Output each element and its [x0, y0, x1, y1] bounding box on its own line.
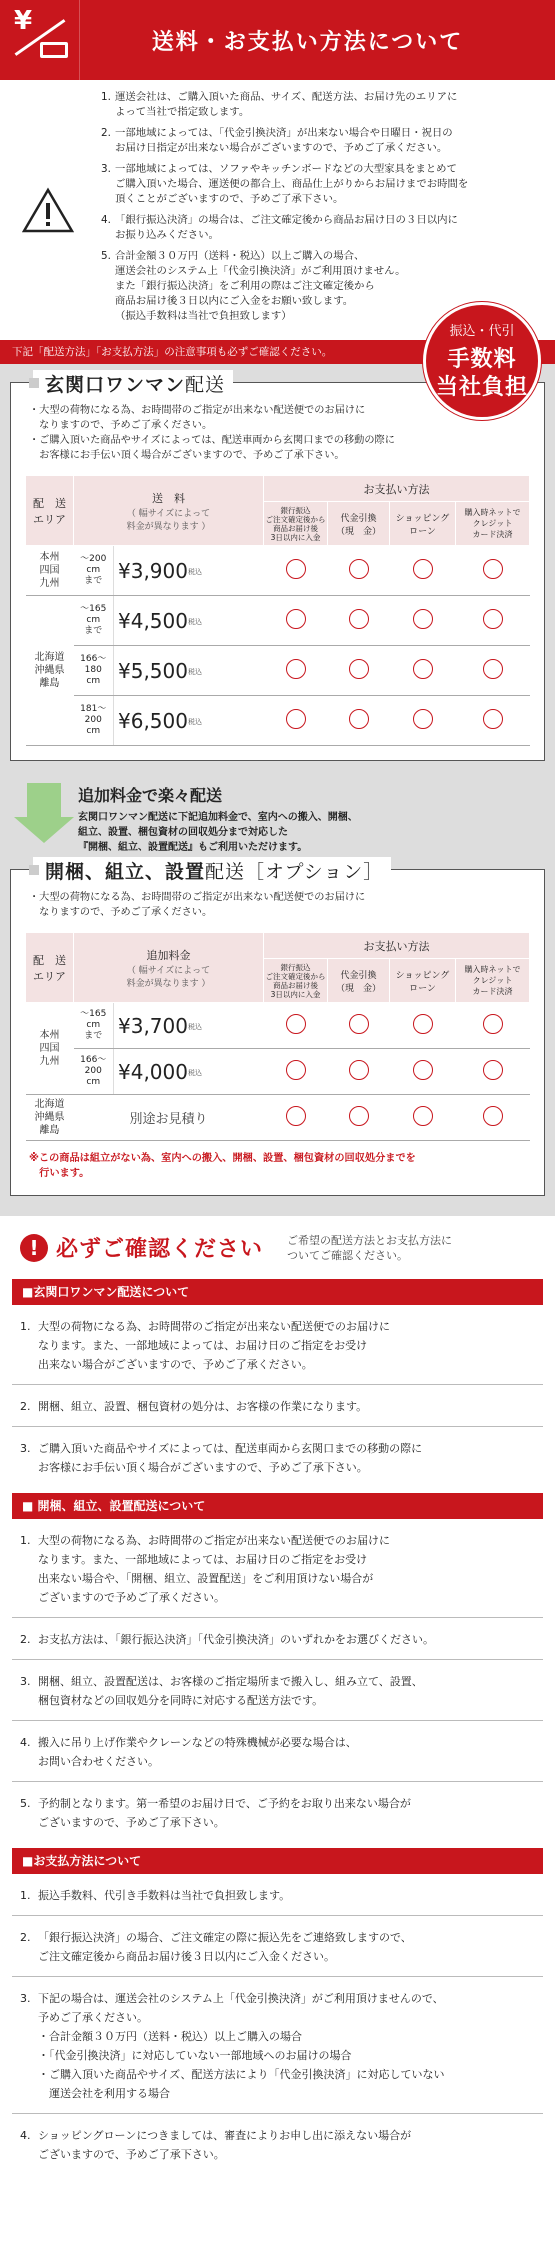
th-price-sub: （ 幅サイズによって 料金が異なります ）	[126, 508, 211, 532]
note-text: 合計金額３０万円（送料・税込）以上ご購入の場合、 運送会社のシステム上「代金引換決済」がご利用頂けません。 また「銀行振込決済」をご利用の際はご注文確定後から 商品お届け後３日以内にご入金をお願い致します。 （振込手数料は当社で負担致します）	[115, 250, 406, 322]
notice-text: 下記「配送方法」「お支払方法」の注意事項も必ずご確認ください。	[12, 346, 333, 358]
note-number: 4.	[101, 214, 111, 226]
table-row	[26, 546, 530, 596]
yen-symbol: ¥	[14, 6, 33, 36]
circle-icon	[286, 609, 306, 629]
section-heading: ■お支払方法について	[12, 1848, 543, 1874]
th-card: 購入時ネットで クレジット カード決済	[456, 959, 530, 1003]
item-text: 予約制となります。第一希望のお届け日で、ご予約をお取り出来ない場合が ございますので、予めご了承下さい。	[38, 1797, 411, 1829]
addon-title-a: 追加料金	[78, 786, 143, 805]
title-square	[29, 378, 39, 388]
th-price-label: 追加料金	[146, 948, 191, 962]
note-text: 「銀行振込決済」の場合は、ご注文確定後から商品お届け日の３日以内に お振り込みください。	[115, 214, 458, 241]
top-notes	[0, 80, 555, 338]
shipping-options	[0, 364, 555, 1216]
section-heading: ■ 開梱、組立、設置配送について	[12, 1493, 543, 1519]
th-loan: ショッピング ローン	[390, 959, 456, 1003]
th-price-sub: （ 幅サイズによって 料金が異なります ）	[126, 965, 211, 989]
exclamation-icon: !	[20, 1234, 48, 1262]
panel-oneman	[10, 374, 545, 761]
list-item	[101, 213, 539, 243]
item-text: 下記の場合は、運送会社のシステム上「代金引換決済」がご利用頂けませんので、 予めご了承ください。 ・合計金額３０万円（送料・税込）以上ご購入の場合 ・「代金引換決済」に対応していない一部地域へのお届けの場合 ・ご購入頂いた商品やサイズ、配送方法により「代金引換決済」に対応していない 運送会社を利用する場合	[38, 1992, 445, 2100]
circle-icon	[286, 559, 306, 579]
th-cod: 代金引換 （現 金）	[328, 502, 390, 546]
list-item	[12, 1519, 543, 1618]
title-square	[29, 865, 39, 875]
cell-size: ～165 cm まで	[74, 596, 114, 646]
item-number: 3.	[20, 1675, 31, 1688]
th-price	[74, 933, 264, 1003]
confirm-subtitle: ご希望の配送方法とお支払方法に ついてご確認ください。	[287, 1233, 453, 1262]
cell-bank	[264, 1049, 328, 1095]
cell-loan	[390, 646, 456, 696]
price-value: ¥4,500	[118, 608, 188, 633]
tax-label: 税込	[187, 618, 202, 626]
price-value: ¥3,700	[118, 1013, 188, 1038]
circle-icon	[349, 1106, 369, 1126]
circle-icon	[483, 609, 503, 629]
cell-area: 北海道 沖縄県 離島	[26, 1095, 74, 1141]
cell-loan	[390, 546, 456, 596]
section-oneman	[12, 1279, 543, 1487]
cell-area: 本州 四国 九州	[26, 1003, 74, 1095]
cell-card	[456, 1049, 530, 1095]
item-number: 4.	[20, 1736, 31, 1749]
cell-cod	[328, 1095, 390, 1141]
cell-bank	[264, 1003, 328, 1049]
circle-icon	[413, 559, 433, 579]
truck-icon	[40, 42, 68, 58]
th-bank: 銀行振込 ご注文確定後から 商品お届け後 3日以内に入金	[264, 959, 328, 1003]
table-row	[26, 1049, 530, 1095]
item-text: お支払方法は、「銀行振込決済」「代金引換決済」のいずれかをお選びください。	[38, 1633, 434, 1646]
table-row	[26, 596, 530, 646]
circle-icon	[349, 609, 369, 629]
section-heading: ■玄関口ワンマン配送について	[12, 1279, 543, 1305]
th-pay: お支払い方法	[264, 476, 530, 502]
cell-cod	[328, 646, 390, 696]
list-item	[12, 1977, 543, 2114]
circle-icon	[483, 1014, 503, 1034]
note-number: 3.	[101, 163, 111, 175]
cell-bank	[264, 646, 328, 696]
rate-table	[25, 932, 530, 1141]
addon-title-b: で楽々配送	[142, 786, 223, 805]
cell-size: 181～ 200 cm	[74, 696, 114, 746]
table-row	[26, 1095, 530, 1141]
item-number: 4.	[20, 2129, 31, 2142]
cell-card	[456, 1003, 530, 1049]
cell-size: ～200 cm まで	[74, 546, 114, 596]
panel-assembly	[10, 861, 545, 1196]
note-text: 一部地域によっては、ソファやキッチンボードなどの大型家具をまとめて ご購入頂いた場合、運送便の都合上、商品仕上がりからお届けまでお時間を 頂くことがございますので、予めご了承下さい。	[115, 163, 469, 205]
cell-loan	[390, 1095, 456, 1141]
cell-card	[456, 1095, 530, 1141]
circle-icon	[483, 1106, 503, 1126]
item-number: 2.	[20, 1633, 31, 1646]
cell-cod	[328, 1049, 390, 1095]
cell-area: 本州 四国 九州	[26, 546, 74, 596]
cell-bank	[264, 696, 328, 746]
note-text: 一部地域によっては、「代金引換決済」が出来ない場合や日曜日・祝日の お届け日指定が出来ない場合がございますので、予めご了承ください。	[115, 127, 453, 154]
circle-icon	[483, 559, 503, 579]
list-item	[101, 126, 539, 156]
circle-icon	[413, 709, 433, 729]
badge-line1: 振込・代引	[449, 324, 515, 339]
confirm-header	[0, 1216, 555, 1273]
cell-card	[456, 696, 530, 746]
circle-icon	[413, 1014, 433, 1034]
circle-icon	[483, 709, 503, 729]
tax-label: 税込	[187, 568, 202, 576]
addon-text: 玄関口ワンマン配送に下記追加料金で、室内への搬入、開梱、 組立、設置、梱包資材の回収処分まで対応した 『開梱、組立、設置配送』もご利用いただけます。	[78, 812, 358, 853]
th-area: 配 送 エリア	[26, 933, 74, 1003]
section-payment	[12, 1848, 543, 2174]
item-number: 1.	[20, 1889, 31, 1902]
cell-cod	[328, 696, 390, 746]
tax-label: 税込	[187, 1069, 202, 1077]
circle-icon	[286, 709, 306, 729]
th-pay: お支払い方法	[264, 933, 530, 959]
addon-text-block	[78, 783, 358, 855]
item-text: 大型の荷物になる為、お時間帯のご指定が出来ない配送便でのお届けに なります。また、一部地域によっては、お届け日のご指定をお受け 出来ない場合や、「開梱、組立、設置配送」をご利用頂けない場合が ございますので予めご了承ください。	[38, 1534, 390, 1604]
cell-bank	[264, 1095, 328, 1141]
addon-section	[10, 783, 545, 855]
circle-icon	[349, 1014, 369, 1034]
cell-cod	[328, 1003, 390, 1049]
item-number: 5.	[20, 1797, 31, 1810]
note-number: 1.	[101, 91, 111, 103]
circle-icon	[413, 609, 433, 629]
item-number: 1.	[20, 1320, 31, 1333]
cell-size: ～165 cm まで	[74, 1003, 114, 1049]
circle-icon	[413, 1106, 433, 1126]
cell-bank	[264, 596, 328, 646]
cell-cod	[328, 596, 390, 646]
circle-icon	[286, 1014, 306, 1034]
confirm-title: 必ずご確認ください	[56, 1237, 264, 1262]
panel-title-main: 玄関口ワンマン	[45, 374, 186, 396]
page-title: 送料・お支払い方法について	[151, 29, 464, 55]
cell-size: 166～ 200 cm	[74, 1049, 114, 1095]
badge-line3: 当社負担	[435, 375, 528, 400]
circle-icon	[349, 659, 369, 679]
circle-icon	[286, 1060, 306, 1080]
price-value: ¥5,500	[118, 658, 188, 683]
cell-card	[456, 596, 530, 646]
item-number: 3.	[20, 1442, 31, 1455]
section-assembly	[12, 1493, 543, 1842]
arrow-down-icon	[10, 783, 78, 843]
item-number: 1.	[20, 1534, 31, 1547]
shipping-yen-icon	[0, 0, 80, 80]
table-row	[26, 1003, 530, 1049]
cell-area: 北海道 沖縄県 離島	[26, 596, 74, 746]
cell-price: 別途お見積り	[74, 1095, 264, 1141]
item-number: 2.	[20, 1400, 31, 1413]
cell-card	[456, 646, 530, 696]
note-number: 2.	[101, 127, 111, 139]
notes-list	[95, 90, 539, 330]
table-row	[26, 646, 530, 696]
item-text: ご購入頂いた商品やサイズによっては、配送車両から玄関口までの移動の際に お客様にお手伝い頂く場合がございますので、予めご了承下さい。	[38, 1442, 423, 1474]
panel-title-suffix: 配送［オプション］	[205, 861, 384, 883]
th-price-label: 送 料	[152, 491, 185, 505]
price-value: ¥4,000	[118, 1059, 188, 1084]
cell-price	[114, 1049, 264, 1095]
circle-icon	[286, 1106, 306, 1126]
item-text: 「銀行振込決済」の場合、ご注文確定の際に振込先をご連絡致しますので、 ご注文確定後から商品お届け後３日以内にご入金ください。	[38, 1931, 412, 1963]
circle-icon	[413, 659, 433, 679]
list-item	[12, 1782, 543, 1842]
note-text: 運送会社は、ご購入頂いた商品、サイズ、配送方法、お届け先のエリアに よって当社で指定致します。	[115, 91, 458, 118]
item-text: 開梱、組立、設置、梱包資材の処分は、お客様の作業になります。	[38, 1400, 368, 1413]
item-number: 2.	[20, 1931, 31, 1944]
list-item	[12, 1721, 543, 1782]
circle-icon	[349, 559, 369, 579]
price-value: ¥6,500	[118, 708, 188, 733]
list-item	[12, 1427, 543, 1487]
list-item	[101, 90, 539, 120]
list-item	[12, 2114, 543, 2174]
cell-price	[114, 546, 264, 596]
cell-price	[114, 596, 264, 646]
tax-label: 税込	[187, 1023, 202, 1031]
cell-cod	[328, 546, 390, 596]
badge-line2: 手数料	[447, 347, 517, 372]
circle-icon	[483, 659, 503, 679]
circle-icon	[286, 659, 306, 679]
th-loan: ショッピング ローン	[390, 502, 456, 546]
header	[0, 0, 555, 80]
warning-icon	[0, 90, 95, 330]
th-cod: 代金引換 （現 金）	[328, 959, 390, 1003]
panel-note: ・大型の荷物になる為、お時間帯のご指定が出来ない配送便でのお届けに なりますので、予めご了承ください。 ・ご購入頂いた商品やサイズによっては、配送車両から玄関口までの移動の際に お客様にお手伝い頂く場合がございますので、予めご了承下さい。	[29, 405, 395, 461]
tax-label: 税込	[187, 668, 202, 676]
item-number: 3.	[20, 1992, 31, 2005]
cell-loan	[390, 1049, 456, 1095]
panel-title	[33, 857, 391, 884]
item-text: 大型の荷物になる為、お時間帯のご指定が出来ない配送便でのお届けに なります。また、一部地域によっては、お届け日のご指定をお受け 出来ない場合がございますので、予めご了承ください。	[38, 1320, 390, 1371]
circle-icon	[349, 709, 369, 729]
panel-note: ・大型の荷物になる為、お時間帯のご指定が出来ない配送便でのお届けに なりますので、予めご了承ください。	[29, 892, 366, 918]
cell-card	[456, 546, 530, 596]
item-text: 搬入に吊り上げ作業やクレーンなどの特殊機械が必要な場合は、 お問い合わせください。	[38, 1736, 357, 1768]
tax-label: 税込	[187, 718, 202, 726]
note-number: 5.	[101, 250, 111, 262]
panel-title	[33, 370, 233, 397]
cell-loan	[390, 1003, 456, 1049]
circle-icon	[413, 1060, 433, 1080]
th-area: 配 送 エリア	[26, 476, 74, 546]
circle-icon	[483, 1060, 503, 1080]
th-bank: 銀行振込 ご注文確定後から 商品お届け後 3日以内に入金	[264, 502, 328, 546]
fee-badge	[423, 302, 541, 420]
item-text: 振込手数料、代引き手数料は当社で負担致します。	[38, 1889, 291, 1902]
circle-icon	[349, 1060, 369, 1080]
cell-price	[114, 696, 264, 746]
cell-loan	[390, 696, 456, 746]
panel-title-main: 開梱、組立、設置	[45, 861, 206, 883]
list-item	[12, 1385, 543, 1427]
cell-bank	[264, 546, 328, 596]
th-card: 購入時ネットで クレジット カード決済	[456, 502, 530, 546]
item-text: ショッピングローンにつきましては、審査によりお申し出に添えない場合が ございますので、予めご了承下さい。	[38, 2129, 412, 2161]
cell-size: 166～ 180 cm	[74, 646, 114, 696]
list-item	[12, 1618, 543, 1660]
list-item	[12, 1916, 543, 1977]
cell-loan	[390, 596, 456, 646]
price-value: ¥3,900	[118, 558, 188, 583]
th-price	[74, 476, 264, 546]
footnote: ※この商品は組立がない為、室内への搬入、開梱、設置、梱包資材の回収処分までを 行います。	[29, 1153, 416, 1179]
list-item	[12, 1305, 543, 1385]
panel-title-suffix: 配送	[185, 374, 226, 396]
addon-title	[78, 783, 358, 806]
cell-price	[114, 1003, 264, 1049]
table-row	[26, 696, 530, 746]
list-item	[12, 1660, 543, 1721]
rate-table	[25, 475, 530, 746]
list-item	[12, 1874, 543, 1916]
item-text: 開梱、組立、設置配送は、お客様のご指定場所まで搬入し、組み立て、設置、 梱包資材などの回収処分を同時に対応する配送方法です。	[38, 1675, 423, 1707]
list-item	[101, 162, 539, 207]
cell-price	[114, 646, 264, 696]
